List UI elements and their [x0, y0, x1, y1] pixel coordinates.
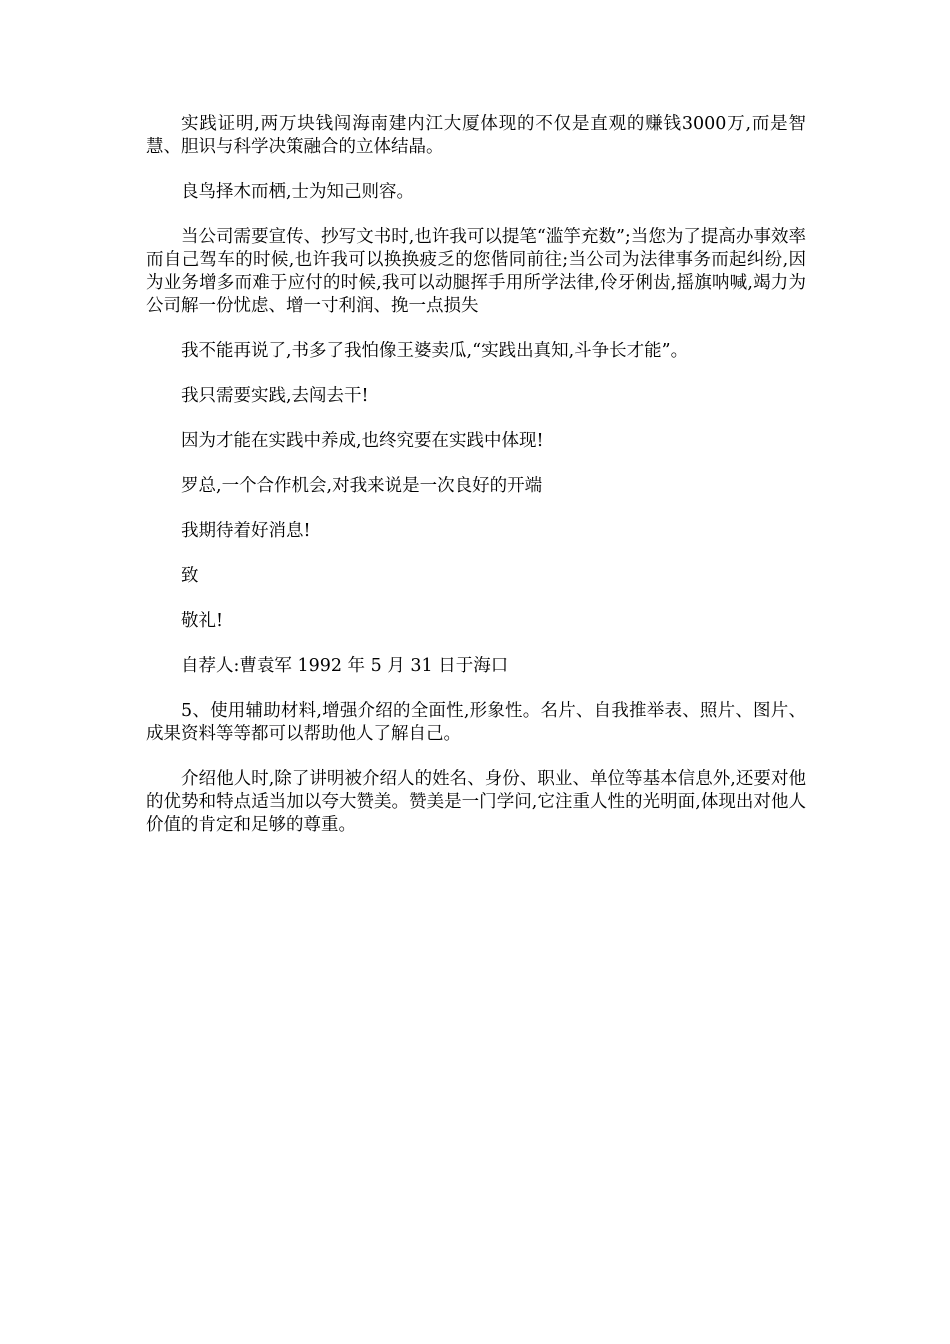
- paragraph-awaiting-news: 我期待着好消息!: [181, 521, 311, 541]
- paragraph-cannot-say-more: 我不能再说了,书多了我怕像王婆卖瓜,“实践出真知,斗争长才能”。: [181, 341, 689, 361]
- document-body: [146, 113, 806, 859]
- paragraph-salutation: 致: [181, 566, 199, 586]
- paragraph-signature: 自荐人:曹袁军 1992 年 5 月 31 日于海口: [181, 656, 509, 676]
- paragraph-practice-proof: 实践证明,两万块钱闯海南建内江大厦体现的不仅是直观的赚钱3000万,而是智慧、胆识与科学决策融合的立体结晶。: [146, 114, 806, 157]
- paragraph-company-needs: 当公司需要宣传、抄写文书时,也许我可以提笔“滥竽充数”;当您为了提高办事效率而自己驾车的时候,也许我可以换换疲乏的您偕同前往;当公司为法律事务而起纠纷,因为业务增多而难于应付的时候,我可以动腿挥手用所学法律,伶牙俐齿,摇旗呐喊,竭力为公司解一份忧虑、增一寸利润、挽一点损失: [146, 227, 806, 316]
- paragraph-tip-materials: 5、使用辅助材料,增强介绍的全面性,形象性。名片、自我推举表、照片、图片、成果资料等等都可以帮助他人了解自己。: [146, 701, 806, 744]
- paragraph-talent-in-practice: 因为才能在实践中养成,也终究要在实践中体现!: [181, 431, 544, 451]
- paragraph-introducing-others: 介绍他人时,除了讲明被介绍人的姓名、身份、职业、单位等基本信息外,还要对他的优势和特点适当加以夸大赞美。赞美是一门学问,它注重人性的光明面,体现出对他人价值的肯定和足够的尊重。: [146, 769, 806, 835]
- paragraph-opportunity: 罗总,一个合作机会,对我来说是一次良好的开端: [181, 476, 543, 496]
- paragraph-good-bird: 良鸟择木而栖,士为知己则容。: [181, 182, 415, 202]
- paragraph-regards: 敬礼!: [181, 611, 224, 631]
- paragraph-only-need-practice: 我只需要实践,去闯去干!: [181, 386, 369, 406]
